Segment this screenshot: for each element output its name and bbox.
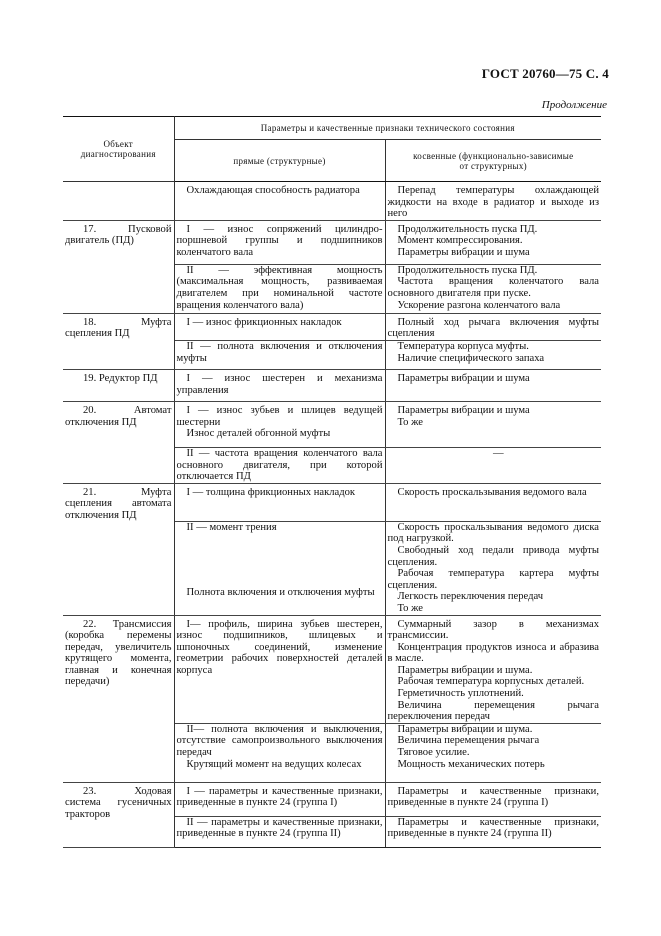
indirect-parameter-text: Скорость проскальзывания ведомого вала xyxy=(397,486,587,498)
object-cell: 22. Трансмиссия (коробка перемены передач, увеличитель крутящего момента, главная и конечная передачи) xyxy=(63,615,174,782)
indirect-parameters-cell xyxy=(385,483,601,521)
column-header-parameters: Параметры и качественные признаки технического состояния xyxy=(174,117,601,140)
table-row xyxy=(63,782,601,816)
direct-parameter-text: I— профиль, ширина зубьев шестерен, износ подшипников, шлицевых и шпоночных соединений, изменение геометрии рабочих поверхностей деталей корпуса xyxy=(176,618,383,676)
indirect-parameters-cell xyxy=(385,816,601,847)
table-body xyxy=(63,182,601,848)
direct-parameter-text: Крутящий момент на ведущих колесах xyxy=(186,758,362,770)
indirect-parameter-text: Продолжительность пуска ПД. xyxy=(397,264,538,276)
indirect-parameter-text: Свободный ход педали привода муфты сцепления. xyxy=(387,544,600,568)
indirect-parameters-cell xyxy=(385,521,601,615)
indirect-parameter-text: Параметры вибрации и шума xyxy=(397,404,530,416)
indirect-parameter-text: Полный ход рычага включения муфты сцепления xyxy=(387,316,600,340)
direct-parameters-cell xyxy=(174,723,385,782)
object-cell: 20. Автомат отключения ПД xyxy=(63,401,174,483)
indirect-parameter-text: Параметры вибрации и шума xyxy=(397,246,530,258)
table-row xyxy=(63,615,601,723)
indirect-parameters-cell xyxy=(385,401,601,447)
document-header: ГОСТ 20760—75 С. 4 xyxy=(481,66,609,81)
indirect-parameters-cell xyxy=(385,369,601,401)
indirect-parameter-text: Концентрация продуктов износа и абразива в масле. xyxy=(387,641,600,665)
indirect-parameters-cell xyxy=(385,264,601,313)
object-cell: 17. Пусковой двигатель (ПД) xyxy=(63,220,174,313)
indirect-parameter-text: Величина перемещения рычага переключения передач xyxy=(387,699,600,723)
indirect-parameter-text: Суммарный зазор в механизмах трансмиссии. xyxy=(387,618,600,642)
indirect-parameter-text: Параметры и качественные признаки, приведенные в пункте 24 (группа I) xyxy=(387,785,600,809)
direct-parameters-cell xyxy=(174,782,385,816)
direct-parameters-cell xyxy=(174,615,385,723)
object-cell: 18. Муфта сцепления ПД xyxy=(63,313,174,369)
indirect-parameters-cell xyxy=(385,723,601,782)
indirect-parameter-text: То же xyxy=(397,602,424,614)
indirect-parameters-cell xyxy=(385,340,601,369)
direct-parameter-text: I — толщина фрикционных накладок xyxy=(186,486,356,498)
direct-parameter-text: II — эффективная мощность (максимальная мощность, развиваемая двигателем при номинальной частоте вращения коленчатого вала) xyxy=(176,264,383,311)
direct-parameters-cell xyxy=(174,369,385,401)
indirect-parameter-text: Легкость переключения передач xyxy=(397,591,544,603)
indirect-parameters-cell xyxy=(385,313,601,340)
indirect-parameter-text: Рабочая температура картера муфты сцепления. xyxy=(387,568,600,591)
direct-parameters-cell xyxy=(174,447,385,483)
direct-parameters-cell xyxy=(174,816,385,847)
indirect-parameter-text: Тяговое усилие. xyxy=(397,747,470,759)
table-row xyxy=(63,313,601,340)
indirect-parameter-text: Ускорение разгона коленчатого вала xyxy=(397,299,561,311)
table-row xyxy=(63,483,601,521)
direct-parameters-cell xyxy=(174,264,385,313)
direct-parameter-text: II — полнота включения и отключения муфты xyxy=(176,340,383,364)
direct-parameters-cell xyxy=(174,521,385,615)
indirect-parameter-text: Частота вращения коленчатого вала основного двигателя при пуске. xyxy=(387,276,600,299)
indirect-parameter-text: Наличие специфического запаха xyxy=(397,352,545,364)
direct-parameters-cell xyxy=(174,401,385,447)
column-header-object: Объект диагностирования xyxy=(63,117,174,182)
direct-parameter-text: I — износ зубьев и шлицев ведущей шестерни xyxy=(176,404,383,428)
indirect-parameters-cell xyxy=(385,615,601,723)
indirect-parameter-text: Перепад температуры охлаждающей жидкости на входе в радиатор и выходе из него xyxy=(387,185,600,220)
object-cell: 21. Муфта сцепления автомата отключения ПД xyxy=(63,483,174,615)
indirect-parameters-cell xyxy=(385,182,601,221)
table-row xyxy=(63,369,601,401)
diagnostics-table xyxy=(63,116,601,848)
indirect-parameter-text: То же xyxy=(397,416,424,428)
direct-parameter-text: I — износ сопряжений цилиндро-поршневой группы и подшипников коленчатого вала xyxy=(176,223,383,258)
continuation-label: Продолжение xyxy=(541,99,607,111)
table-row xyxy=(63,182,601,221)
direct-parameters-cell xyxy=(174,313,385,340)
indirect-parameter-text: Параметры вибрации и шума. xyxy=(397,664,533,676)
indirect-parameter-text: Параметры и качественные признаки, приведенные в пункте 24 (группа II) xyxy=(387,816,600,840)
direct-parameter-text: I — износ шестерен и механизма управления xyxy=(176,372,383,396)
direct-parameters-cell xyxy=(174,220,385,264)
indirect-parameter-text: Скорость проскальзывания ведомого диска под нагрузкой. xyxy=(387,521,600,545)
indirect-parameter-text: Величина перемещения рычага xyxy=(397,735,540,747)
direct-parameter-text: I — износ фрикционных накладок xyxy=(186,316,342,328)
indirect-parameter-text: — xyxy=(492,447,504,459)
indirect-parameter-text: Момент компрессирования. xyxy=(397,235,523,247)
direct-parameters-cell xyxy=(174,182,385,221)
indirect-parameter-text: Параметры вибрации и шума. xyxy=(397,723,533,735)
table-row xyxy=(63,401,601,447)
direct-parameters-cell xyxy=(174,483,385,521)
direct-parameters-cell xyxy=(174,340,385,369)
object-cell: 23. Ходовая система гусеничных тракторов xyxy=(63,782,174,847)
direct-parameter-text: II — частота вращения коленчатого вала основного двигателя, при которой отключается ПД xyxy=(176,447,383,483)
direct-parameter-text: II — момент трения xyxy=(186,521,277,533)
direct-parameter-text: Охлаждающая способность радиатора xyxy=(186,185,360,196)
indirect-parameter-text: Рабочая температура корпусных деталей. xyxy=(397,676,585,688)
direct-parameter-text: I — параметры и качественные признаки, приведенные в пункте 24 (группа I) xyxy=(176,785,383,809)
column-header-indirect: косвенные (функционально-зависимые от структурных) xyxy=(385,140,601,182)
indirect-parameters-cell xyxy=(385,447,601,483)
indirect-parameter-text: Температура корпуса муфты. xyxy=(397,340,529,352)
direct-parameter-text: II — параметры и качественные признаки, приведенные в пункте 24 (группа II) xyxy=(176,816,383,840)
indirect-parameter-text: Параметры вибрации и шума xyxy=(397,372,530,384)
object-cell: 19. Редуктор ПД xyxy=(63,369,174,401)
indirect-parameters-cell xyxy=(385,782,601,816)
indirect-parameter-text: Мощность механических потерь xyxy=(397,758,545,770)
direct-parameter-text: Износ деталей обгонной муфты xyxy=(186,428,331,440)
direct-parameter-text: Полнота включения и отключения муфты xyxy=(186,587,375,599)
column-header-direct: прямые (структурные) xyxy=(174,140,385,182)
indirect-parameter-text: Герметичность уплотнений. xyxy=(397,688,524,700)
indirect-parameter-text: Продолжительность пуска ПД. xyxy=(397,223,538,235)
object-cell xyxy=(63,182,174,221)
indirect-parameters-cell xyxy=(385,220,601,264)
direct-parameter-text: II— полнота включения и выключения, отсутствие самопроизвольного выключения передач xyxy=(176,723,383,759)
table-row xyxy=(63,220,601,264)
